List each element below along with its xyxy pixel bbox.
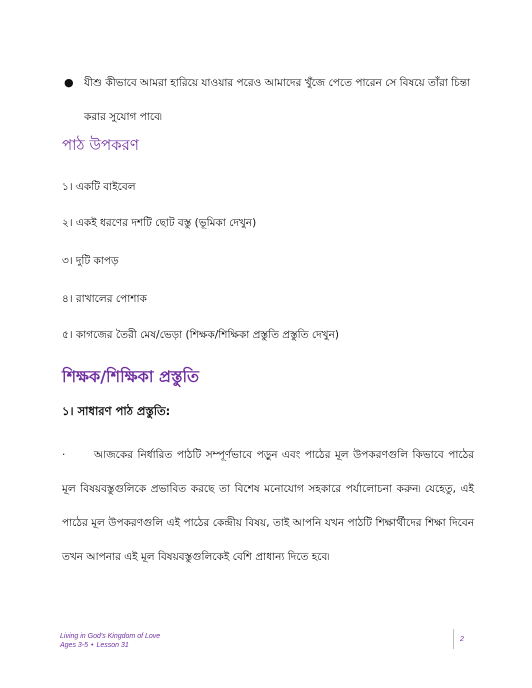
materials-heading: পাঠ উপকরণ [62, 136, 139, 154]
footer-divider [453, 629, 454, 649]
bullet-dot-icon: ● [64, 76, 74, 89]
paragraph-text: আজকের নির্ধারিত পাঠটি সম্পূর্ণভাবে পড়ুন এবং পাঠের মূল উপকরণগুলি কিভাবে পাঠের মূল বিষয়বস্তুগুলিকে প্রভাবিত করছে তা বিশেষ মনোযোগ সহকারে পর্যালোচনা করুন৷ যেহেতু, এই পাঠের মূল উপকরণগুলি এই পাঠের কেন্দ্রীয় বিষয়, তাই আপনি যখন পাঠটি শিক্ষার্থীদের শিক্ষা দিবেন তখন আপনার এই মূল বিষয়বস্তুগুলিকেই বেশি প্রাধান্য দিতে হবে৷ [62, 449, 474, 563]
paragraph-bullet-icon: · [62, 449, 66, 461]
materials-item: ৩। দুটি কাপড় [62, 255, 119, 267]
footer-meta [60, 641, 160, 650]
footer-ages: Ages 3-5 [60, 642, 89, 649]
materials-item: ২। একই ধরণের দশটি ছোট বস্তু (ভূমিকা দেখুন) [62, 217, 257, 229]
general-prep-paragraph [62, 438, 474, 574]
page-number: 2 [460, 636, 464, 643]
footer-lesson: Lesson 31 [96, 642, 129, 649]
intro-bullet-text: যীশু কীভাবে আমরা হারিয়ে যাওয়ার পরেও আমাদের খুঁজে পেতে পারেন সে বিষয়ে তাঁরা চিন্তা করার সুযোগ পাবে৷ [84, 77, 471, 123]
materials-item: ৪। রাখালের পোশাক [62, 293, 147, 305]
footer-title: Living in God's Kingdom of Love [60, 633, 161, 640]
materials-item: ১। একটি বাইবেল [62, 181, 136, 193]
footer-separator: • [91, 642, 94, 649]
general-prep-subheading: ১। সাধারণ পাঠ প্রস্তুতি: [62, 404, 171, 418]
teacher-prep-heading: শিক্ষক/শিক্ষিকা প্রস্তুতি [62, 367, 200, 386]
materials-item: ৫। কাগজের তৈরী মেষ/ভেড়া (শিক্ষক/শিক্ষিকা প্রস্তুতি প্রস্তুতি দেখুন) [62, 329, 339, 341]
intro-bullet [64, 66, 484, 134]
footer [60, 632, 160, 650]
